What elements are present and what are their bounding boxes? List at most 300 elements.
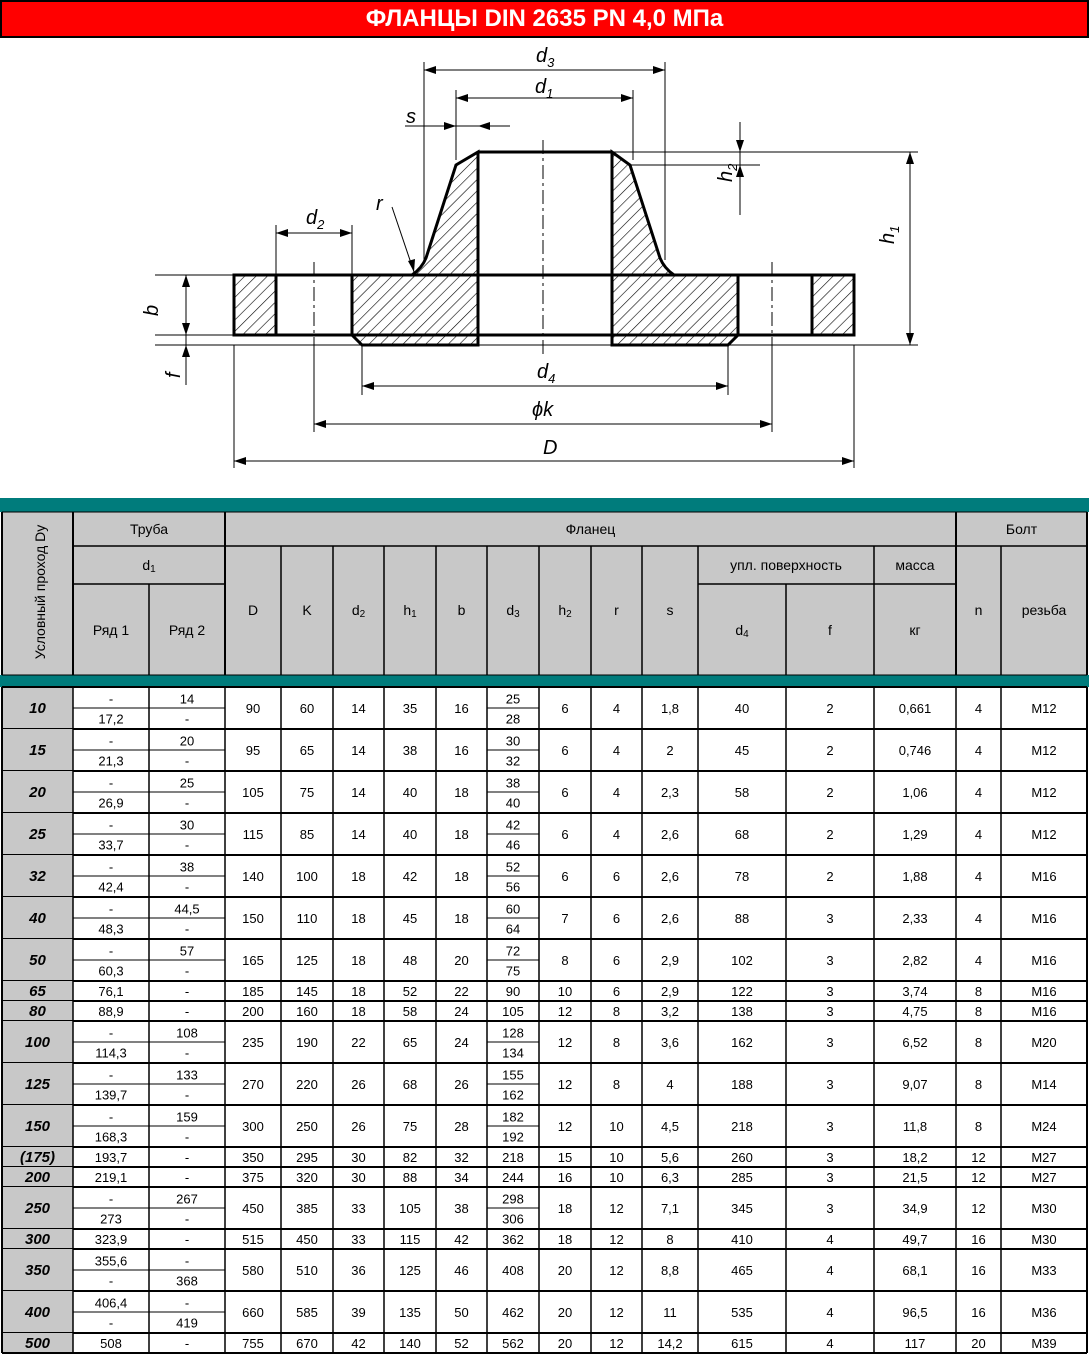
cell-2-bot: - [184,921,190,936]
cell-th: M16 [1031,910,1057,926]
cell-h2: 10 [557,983,573,999]
cell-8-bot: 306 [502,1211,524,1226]
cell-f: 3 [826,1149,834,1165]
cell-D: 660 [242,1304,264,1320]
cell-d2: 39 [351,1304,366,1320]
cell-b: 20 [454,952,469,968]
cell-h2: 6 [561,742,569,758]
header-dy: Условный проход Dy [32,524,48,660]
cell-1-bot: 139,7 [94,1087,128,1102]
cell-n: 4 [974,868,983,884]
cell-1-top: - [108,1108,114,1124]
cell-b: 24 [454,1034,469,1050]
cell-b: 16 [454,700,469,716]
cell-h1: 135 [399,1304,421,1320]
cell-b: 18 [454,826,469,842]
label-d1: $d_1$ [535,76,554,101]
cell-D: 185 [242,983,264,999]
cell-n: 4 [974,826,983,842]
header-col-b: b [457,602,466,618]
cell-K: 85 [299,826,315,842]
cell-f: 3 [826,1169,834,1185]
cell-d4: 58 [734,784,750,800]
cell-h1: 42 [402,868,418,884]
cell-h2: 16 [557,1169,573,1185]
cell-m: 1,06 [902,784,928,800]
cell-n: 4 [974,784,983,800]
cell-2-bot: 368 [176,1273,198,1288]
cell-s: 2,9 [660,983,680,999]
cell-n: 4 [974,910,983,926]
header-col-D: D [247,602,259,618]
cell-b: 34 [454,1169,469,1185]
cell-s: 2,9 [660,952,680,968]
cell-d4: 535 [731,1304,753,1320]
cell-h1: 35 [402,700,418,716]
cell-th: M12 [1031,700,1057,716]
cell-1-top: - [108,732,114,748]
cell-n: 12 [971,1149,986,1165]
cell-n: 16 [971,1231,986,1247]
cell-d2: 14 [351,826,366,842]
cell-r: 4 [612,784,621,800]
cell-d4: 465 [731,1262,753,1278]
cell-dy: 150 [24,1117,51,1135]
label-d4: $d_4$ [537,361,556,386]
cell-K: 385 [296,1200,318,1216]
cell-f: 3 [826,1003,834,1019]
cell-b: 18 [454,910,469,926]
cell-f: 2 [826,784,834,800]
cell-th: M36 [1031,1304,1057,1320]
cell-d4: 188 [731,1076,753,1092]
cell-K: 220 [296,1076,318,1092]
label-h2: $h_2$ [715,163,740,182]
cell-s: 11 [663,1304,677,1320]
cell-K: 670 [296,1335,318,1351]
cell-r: 6 [612,983,621,999]
cell-n: 8 [974,983,983,999]
cell-D: 755 [242,1335,264,1351]
cell-h2: 12 [557,1118,573,1134]
cell-h2: 15 [557,1149,573,1165]
cell-K: 190 [296,1034,318,1050]
cell-n: 20 [971,1335,986,1351]
cell-2: - [184,1335,190,1351]
cell-1-bot: 60,3 [98,963,124,978]
cell-th: M20 [1031,1034,1057,1050]
cell-th: M16 [1031,1003,1057,1019]
cell-m: 34,9 [902,1200,928,1216]
label-D: D [543,437,558,459]
cell-r: 6 [612,952,621,968]
page-title: ФЛАНЦЫ DIN 2635 PN 4,0 МПа [0,0,1089,38]
cell-1-bot: 26,9 [98,795,124,810]
cell-s: 4,5 [660,1118,680,1134]
cell-K: 510 [296,1262,318,1278]
header-row1: Ряд 1 [92,622,130,638]
cell-K: 295 [296,1149,318,1165]
cell-r: 8 [612,1076,621,1092]
cell-2-top: 38 [179,858,195,874]
cell-2-bot: - [184,711,190,726]
cell-f: 3 [826,1118,834,1134]
cell-f: 3 [826,910,834,926]
cell-8: 105 [502,1003,524,1019]
header-col-K: K [302,602,312,618]
cell-m: 0,746 [898,742,932,758]
cell-dy: 300 [24,1230,51,1248]
cell-dy: 250 [24,1199,51,1217]
cell-n: 8 [974,1034,983,1050]
cell-2-top: 57 [179,942,195,958]
cell-b: 26 [454,1076,469,1092]
cell-s: 2,6 [660,910,680,926]
cell-dy: 400 [24,1303,51,1321]
cell-D: 235 [242,1034,264,1050]
cell-n: 4 [974,700,983,716]
label-r: r [376,193,383,215]
cell-8-top: 128 [502,1024,524,1040]
cell-2-bot: - [184,1045,190,1060]
cell-8: 90 [505,983,521,999]
cell-n: 4 [974,742,983,758]
cell-h2: 6 [561,868,569,884]
cell-K: 585 [296,1304,318,1320]
cell-K: 145 [296,983,318,999]
cell-h2: 18 [557,1200,573,1216]
cell-d4: 68 [734,826,750,842]
cell-1-top: - [108,816,114,832]
cell-s: 7,1 [660,1200,680,1216]
cell-1: 193,7 [94,1149,128,1165]
cell-dy: 32 [29,867,46,885]
header-d4: $d_4$ [735,622,749,640]
header-bolt: Болт [1005,521,1038,537]
label-d2: $d_2$ [306,207,325,232]
label-f: f [163,372,185,378]
cell-2-bot: 419 [176,1315,198,1330]
cell-d4: 345 [731,1200,753,1216]
cell-2: - [184,1231,190,1247]
cell-2-bot: - [184,879,190,894]
cell-r: 4 [612,742,621,758]
cell-r: 12 [609,1262,624,1278]
cell-h1: 88 [402,1169,418,1185]
cell-m: 3,74 [902,983,928,999]
cell-b: 52 [454,1335,469,1351]
cell-s: 2,3 [660,784,680,800]
cell-h1: 38 [402,742,418,758]
cell-n: 8 [974,1076,983,1092]
cell-d4: 88 [734,910,750,926]
cell-K: 65 [299,742,315,758]
cell-8-bot: 32 [505,753,521,768]
cell-m: 2,33 [902,910,928,926]
cell-d2: 26 [351,1118,366,1134]
cell-2-bot: - [184,963,190,978]
cell-h1: 40 [402,826,418,842]
cell-r: 12 [609,1231,624,1247]
cell-1-top: - [108,858,114,874]
cell-b: 28 [454,1118,469,1134]
cell-2-bot: - [184,1087,190,1102]
cell-m: 68,1 [902,1262,928,1278]
cell-f: 3 [826,1200,834,1216]
cell-2-top: 44,5 [174,900,200,916]
cell-1-top: - [108,690,114,706]
cell-8: 244 [502,1169,524,1185]
cell-dy: 65 [29,982,46,1000]
cell-2-bot: - [184,837,190,852]
cell-th: M30 [1031,1231,1057,1247]
cell-8-bot: 192 [502,1129,524,1144]
cell-d2: 14 [351,784,366,800]
cell-2-top: 25 [179,774,195,790]
cell-m: 49,7 [902,1231,928,1247]
cell-r: 12 [609,1304,624,1320]
cell-K: 100 [296,868,318,884]
cell-n: 8 [974,1003,983,1019]
cell-th: M24 [1031,1118,1057,1134]
label-k: ϕk [532,399,554,421]
cell-th: M16 [1031,983,1057,999]
cell-8-top: 182 [502,1108,524,1124]
cell-d4: 162 [731,1034,753,1050]
cell-h1: 45 [402,910,418,926]
cell-8-bot: 28 [505,711,521,726]
label-s: s [406,106,416,128]
cell-d2: 30 [351,1169,366,1185]
header-pipe-d1: $d_1$ [142,557,156,575]
cell-dy: 500 [24,1334,51,1352]
cell-s: 2 [666,742,674,758]
cell-dy: 20 [29,783,46,801]
label-h1: $h_1$ [877,225,902,244]
cell-m: 11,8 [902,1118,928,1134]
cell-d2: 26 [351,1076,366,1092]
cell-s: 14,2 [657,1335,683,1351]
cell-dy: 40 [29,909,46,927]
cell-r: 10 [609,1169,624,1185]
cell-r: 8 [612,1003,621,1019]
cell-b: 22 [454,983,469,999]
cell-h1: 68 [402,1076,418,1092]
cell-1-top: - [108,942,114,958]
cell-m: 117 [904,1335,926,1351]
cell-m: 96,5 [902,1304,928,1320]
cell-h2: 6 [561,700,569,716]
cell-8-bot: 40 [505,795,521,810]
cell-d2: 14 [351,700,366,716]
header-col-h2: $h_2$ [558,602,572,620]
cell-8-bot: 64 [505,921,521,936]
cell-r: 12 [609,1200,624,1216]
cell-f: 2 [826,826,834,842]
cell-2-top: 14 [179,690,195,706]
cell-s: 3,6 [660,1034,680,1050]
cell-m: 2,82 [902,952,928,968]
cell-8: 462 [502,1304,524,1320]
cell-2-bot: - [184,1129,190,1144]
cell-8-top: 38 [505,774,521,790]
cell-2-bot: - [184,753,190,768]
header-col-h1: $h_1$ [403,602,417,620]
header-n: n [974,602,983,618]
cell-8-bot: 75 [505,963,521,978]
cell-D: 515 [242,1231,264,1247]
cell-d2: 36 [351,1262,366,1278]
cell-d2: 30 [351,1149,366,1165]
cell-h2: 20 [557,1304,573,1320]
cell-n: 16 [971,1262,986,1278]
cell-r: 8 [612,1034,621,1050]
cell-f: 3 [826,1034,834,1050]
cell-d4: 102 [731,952,753,968]
cell-f: 3 [826,952,834,968]
cell-d4: 260 [731,1149,753,1165]
cell-D: 90 [245,700,261,716]
cell-s: 6,3 [660,1169,680,1185]
cell-n: 16 [971,1304,986,1320]
header-thread: резьба [1021,602,1067,618]
cell-d2: 18 [351,1003,366,1019]
cell-d2: 33 [351,1231,366,1247]
cell-h1: 40 [402,784,418,800]
cell-2-top: - [184,1252,190,1268]
cell-1-bot: - [108,1273,114,1288]
header-col-r: r [614,602,619,618]
cell-h2: 7 [561,910,569,926]
cell-n: 12 [971,1200,986,1216]
cell-m: 0,661 [898,700,932,716]
cell-8-top: 25 [505,690,521,706]
cell-1-top: 406,4 [94,1294,128,1310]
cell-1-bot: 168,3 [94,1129,128,1144]
cell-s: 4 [666,1076,674,1092]
cell-d2: 42 [351,1335,366,1351]
cell-h1: 140 [399,1335,421,1351]
cell-b: 18 [454,784,469,800]
cell-s: 8 [666,1231,674,1247]
cell-1-top: - [108,1066,114,1082]
cell-th: M16 [1031,952,1057,968]
cell-d2: 14 [351,742,366,758]
cell-1: 508 [100,1335,122,1351]
cell-r: 10 [609,1149,624,1165]
cell-1: 219,1 [94,1169,128,1185]
header-f: f [828,622,832,638]
cell-dy: 50 [29,951,46,969]
cell-1-top: - [108,1024,114,1040]
cell-1-top: 355,6 [94,1252,128,1268]
cell-2-top: 133 [176,1066,198,1082]
cell-h2: 12 [557,1003,573,1019]
cell-1-bot: 33,7 [98,837,124,852]
cell-b: 46 [454,1262,469,1278]
cell-d4: 40 [734,700,750,716]
cell-m: 21,5 [902,1169,928,1185]
cell-D: 150 [242,910,264,926]
label-b: b [141,304,163,316]
cell-2-top: 20 [179,732,195,748]
cell-2: - [184,1149,190,1165]
cell-d4: 285 [731,1169,753,1185]
cell-8-top: 72 [505,942,521,958]
cell-1-bot: 17,2 [98,711,124,726]
cell-b: 32 [454,1149,469,1165]
cell-s: 3,2 [660,1003,680,1019]
cell-8-top: 52 [505,858,521,874]
cell-1-bot: 273 [100,1211,122,1226]
cell-h1: 48 [402,952,418,968]
cell-8: 562 [502,1335,524,1351]
cell-K: 250 [296,1118,318,1134]
cell-th: M14 [1031,1076,1057,1092]
header-pipe: Труба [129,521,169,537]
cell-dy: 10 [29,699,46,717]
cell-n: 4 [974,952,983,968]
cell-dy: 125 [24,1075,51,1093]
cell-2-bot: - [184,1211,190,1226]
cell-h1: 82 [402,1149,418,1165]
cell-1-bot: 48,3 [98,921,124,936]
cell-8-top: 155 [502,1066,524,1082]
cell-f: 2 [826,868,834,884]
cell-r: 10 [609,1118,624,1134]
label-d3: $d_3$ [536,45,555,70]
cell-1-bot: 21,3 [98,753,124,768]
cell-f: 3 [826,1076,834,1092]
cell-h2: 18 [557,1231,573,1247]
cell-K: 60 [299,700,315,716]
cell-8-bot: 46 [505,837,521,852]
cell-d4: 218 [731,1118,753,1134]
cell-f: 4 [826,1231,834,1247]
cell-d4: 122 [731,983,753,999]
cell-b: 50 [454,1304,469,1320]
cell-8-top: 298 [502,1190,524,1206]
cell-dy: (175) [19,1148,56,1166]
cell-D: 115 [242,826,264,842]
cell-d2: 18 [351,868,366,884]
cell-th: M12 [1031,826,1057,842]
cell-D: 450 [242,1200,264,1216]
cell-D: 375 [242,1169,264,1185]
cell-d4: 45 [734,742,750,758]
cell-8: 408 [502,1262,524,1278]
cell-m: 18,2 [902,1149,928,1165]
cell-8-top: 60 [505,900,521,916]
cell-d2: 18 [351,910,366,926]
cell-f: 4 [826,1335,834,1351]
cell-D: 140 [242,868,264,884]
cell-r: 12 [609,1335,624,1351]
cell-D: 350 [242,1149,264,1165]
cell-dy: 100 [24,1033,51,1051]
cell-s: 1,8 [660,700,680,716]
cell-d2: 33 [351,1200,366,1216]
cell-d4: 410 [731,1231,753,1247]
cell-h1: 52 [402,983,418,999]
cell-h1: 58 [402,1003,418,1019]
cell-r: 6 [612,910,621,926]
cell-K: 450 [296,1231,318,1247]
cell-h1: 115 [399,1231,421,1247]
cell-D: 95 [245,742,261,758]
cell-f: 4 [826,1262,834,1278]
cell-n: 8 [974,1118,983,1134]
